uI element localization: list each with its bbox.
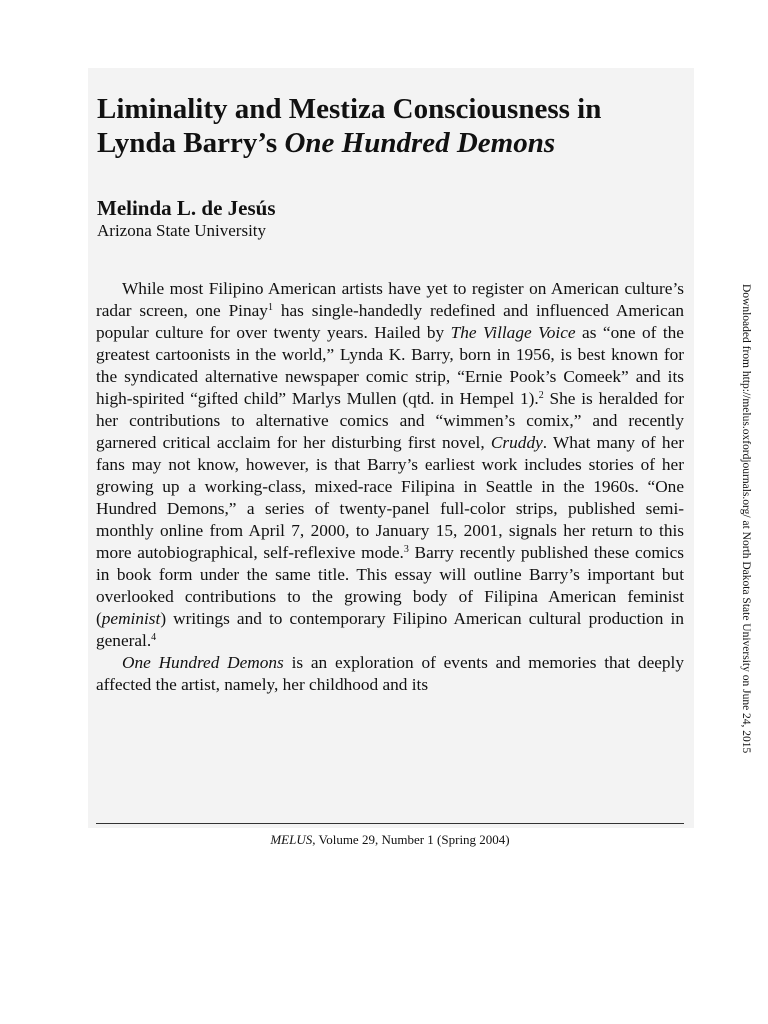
body-text: is an exploration of events and memories that deeply affected the artist, namely, her childhood and its [96,653,684,694]
body-text: While most Filipino American artists have yet to register on American culture’s radar screen, one Pinay [96,279,684,320]
title-line-1: Liminality and Mestiza Consciousness in [97,93,602,125]
body-text: Barry recently published these comics in book form under the same title. This essay will outline Barry’s important but overlooked contributions to the growing body of Filipina American feminist ( [96,543,684,628]
body-text: ) writings and to contemporary Filipino American cultural production in general. [96,609,684,650]
download-note: Downloaded from http://melus.oxfordjournals.org/ at North Dakota State University on June 24, 2015 [740,284,752,754]
citation-text: , Volume 29, Number 1 (Spring 2004) [312,832,510,847]
journal-name: MELUS [270,832,313,847]
footnote-marker: 3 [403,544,409,555]
body-text: as “one of the greatest cartoonists in the world,” Lynda K. Barry, born in 1956, is best known for the syndicated alternative newspaper comic strip, “Ernie Pook’s Comeek” and its high-spirited “gifted child” Marlys Mullen (qtd. in Hempel 1). [96,323,684,408]
footnote-marker: 4 [151,632,157,643]
article-title [97,92,697,160]
body-text: She is heralded for her contributions to alternative comics and “wimmen’s comix,” and recently garnered critical acclaim for her disturbing first novel, [96,389,684,452]
title-line-2-italic: One Hundred Demons [284,127,556,159]
italic-title: The Village Voice [450,323,576,342]
title-line-2-prefix: Lynda Barry’s [97,127,285,159]
author-affiliation: Arizona State University [97,221,267,240]
italic-title: Cruddy [490,433,543,452]
article-body [96,278,684,696]
journal-citation [96,832,684,848]
italic-title: One Hundred Demons [122,653,284,672]
download-watermark [738,284,752,754]
body-text: . What many of her fans may not know, however, is that Barry’s earliest work includes stories of her growing up a working-class, mixed-race Filipina in Seattle in the 1960s. “One Hundred Demons,” a series of twenty-panel full-color strips, published semi-monthly online from April 7, 2000, to January 15, 2001, signals her return to this more autobiographical, self-reflexive mode. [96,433,684,562]
footnote-marker: 2 [538,390,544,401]
footnote-marker: 1 [267,302,273,313]
author-name: Melinda L. de Jesús [97,196,276,220]
body-text: has single-handedly redefined and influenced American popular culture for over twenty years. Hailed by [96,301,685,342]
footer-rule [96,823,684,824]
paragraph-2 [96,652,684,696]
italic-term: peminist [101,609,161,628]
paragraph-1 [96,278,684,652]
